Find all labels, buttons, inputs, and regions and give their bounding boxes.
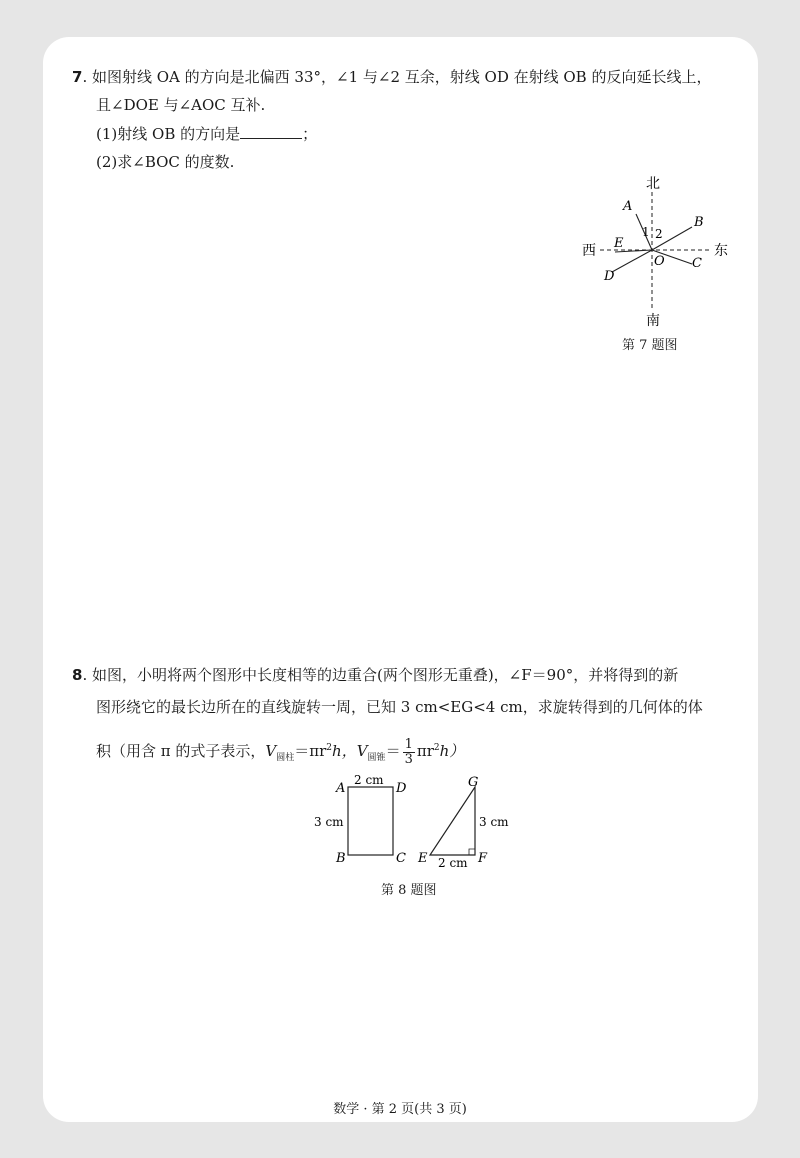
triangle-EFG xyxy=(430,787,475,855)
v-cone-square: 2 xyxy=(433,743,440,753)
label-north: 北 xyxy=(646,176,660,192)
q8-line3-text: 积（用含 π 的式子表示， xyxy=(96,742,266,760)
label-D: D xyxy=(604,269,615,284)
angle-2-label: 2 xyxy=(655,227,663,241)
ray-OD xyxy=(612,250,652,272)
fraction-numerator: 1 xyxy=(404,736,413,752)
page-footer: 数学 · 第 2 页(共 3 页) xyxy=(333,1102,467,1117)
rect-label-C: C xyxy=(396,851,406,866)
rectangle-ABCD xyxy=(348,787,393,855)
v-cone-sub: 圆锥 xyxy=(367,753,386,763)
q8-line2: 图形绕它的最长边所在的直线旋转一周，已知 3 cm<EG<4 cm，求旋转得到的几何体的体 xyxy=(96,698,703,716)
q7-compass-figure xyxy=(570,172,740,337)
v-cylinder-square: 2 xyxy=(326,743,333,753)
q8-number: 8 xyxy=(72,666,83,684)
q7-text-1: . 如图射线 OA 的方向是北偏西 33°，∠1 与∠2 互余，射线 OD 在射线 OB 的反向延长线上， xyxy=(82,68,712,86)
q7-part2: (2)求∠BOC 的度数. xyxy=(96,153,235,171)
rect-label-D: D xyxy=(396,781,407,796)
q8-caption: 第 8 题图 xyxy=(381,883,437,898)
rect-top-length: 2 cm xyxy=(354,773,384,787)
label-C: C xyxy=(692,256,702,271)
v-cone-eq: ＝ xyxy=(385,742,401,760)
tri-label-G: G xyxy=(468,775,479,790)
label-east: 东 xyxy=(714,243,728,259)
angle-1-label: 1 xyxy=(642,225,650,239)
q7-line2: 且∠DOE 与∠AOC 互补. xyxy=(96,96,266,114)
q7-part1 xyxy=(96,124,317,144)
q7-caption: 第 7 题图 xyxy=(622,338,678,353)
v-cylinder: V xyxy=(265,742,277,760)
right-angle-mark xyxy=(469,849,475,855)
q8-figure xyxy=(300,770,530,870)
rect-label-A: A xyxy=(336,781,346,796)
v-cone: V xyxy=(356,742,368,760)
q8-line3 xyxy=(96,733,464,773)
q7-number: 7 xyxy=(72,68,83,86)
label-O: O xyxy=(654,254,665,269)
v-cone-h: h） xyxy=(439,742,465,760)
tri-bottom-length: 2 cm xyxy=(438,856,468,870)
v-cylinder-h: h， xyxy=(332,742,357,760)
one-third-fraction xyxy=(403,738,415,767)
q8-text-1: . 如图，小明将两个图形中长度相等的边重合(两个图形无重叠)，∠F＝90°，并将得到的新 xyxy=(82,666,679,684)
q7-answer-blank[interactable] xyxy=(240,124,302,139)
label-west: 西 xyxy=(582,243,596,259)
label-E: E xyxy=(614,236,624,251)
fraction-denominator: 3 xyxy=(404,751,413,767)
tri-label-E: E xyxy=(418,851,428,866)
v-cylinder-sub: 圆柱 xyxy=(276,753,295,763)
v-cylinder-formula: ＝πr xyxy=(294,742,327,760)
q7-part1-end: ； xyxy=(302,125,318,143)
v-cone-formula: πr xyxy=(416,742,434,760)
q7-part1-text: (1)射线 OB 的方向是 xyxy=(96,125,241,143)
label-south: 南 xyxy=(646,313,660,329)
q8-line1 xyxy=(72,665,678,685)
q7-line1 xyxy=(72,67,711,87)
tri-right-length: 3 cm xyxy=(479,815,509,829)
rect-left-length: 3 cm xyxy=(314,815,344,829)
rect-label-B: B xyxy=(336,851,346,866)
tri-label-F: F xyxy=(478,851,488,866)
label-A: A xyxy=(623,199,633,214)
label-B: B xyxy=(694,215,704,230)
